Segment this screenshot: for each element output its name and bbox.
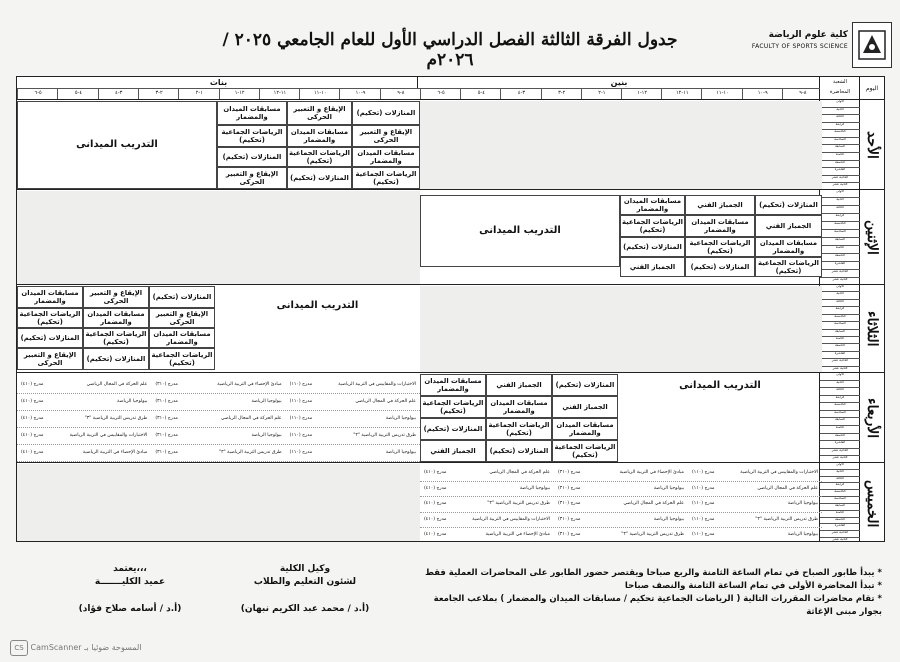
lecture-hall: مدرج (٣١٠) — [155, 416, 178, 421]
lecture-subject: بيولوجيا الرياضة — [787, 532, 818, 538]
wed-b-arenas-4: المنازلات (تحكيم) — [486, 440, 552, 462]
lecture-subject: طرق تدريس التربية الرياضية "٣" — [84, 416, 148, 421]
mon-b-team-3: الرياضات الجماعية (تحكيم) — [685, 237, 755, 257]
mon-b-arenas-1: المنازلات (تحكيم) — [755, 195, 822, 215]
lecture-group: الثانية عشر — [832, 456, 848, 460]
sun-g-rhythm-1: الإيقاع و التعبير الحركى — [287, 101, 352, 125]
lecture-group: الثانية — [820, 381, 860, 389]
sun-g-track-3: مسابقات الميدان والمضمار — [352, 147, 420, 167]
lecture-entry — [558, 465, 684, 481]
lecture-groups — [819, 190, 860, 285]
university-logo — [852, 22, 892, 68]
lecture-hall: مدرج (١١٠) — [289, 416, 313, 421]
lecture-subject: بيولوجيا الرياضة — [653, 516, 684, 522]
wed-b-arenas-1: المنازلات (تحكيم) — [552, 374, 618, 396]
period-header-cell: ١٠-١١ — [299, 88, 340, 99]
lecture-group: الثالثة — [820, 300, 860, 307]
sun-g-rhythm-2: الإيقاع و التعبير الحركى — [352, 125, 420, 147]
lecture-groups — [819, 285, 860, 373]
sun-g-track-2: مسابقات الميدان والمضمار — [287, 125, 352, 147]
dean-signature: يعتمد،،، عميد الكليـــــــة (أ.د / أسامه صلاح فؤاد) — [78, 564, 182, 614]
lecture-entry — [155, 393, 281, 410]
lecture-entry — [558, 481, 684, 497]
lecture-entry — [290, 427, 416, 444]
lecture-group: الخامسة — [820, 490, 860, 497]
lecture-hall: مدرج (١١٠) — [289, 399, 313, 404]
lecture-subject: مبادئ الإحصاء في التربية الرياضية — [619, 470, 684, 476]
lecture-group: الثالثة — [820, 115, 860, 123]
tue-g-rhythm-4: الإيقاع و التعبير الحركى — [17, 348, 83, 370]
tue-g-rhythm-1: الإيقاع و التعبير الحركى — [83, 286, 149, 308]
lecture-subject: الاختبارات والمقاييس في التربية الرياضية — [740, 470, 818, 476]
lecture-subject: الاختبارات والمقاييس في التربية الرياضية — [472, 516, 550, 522]
lecture-subject: علم الحركة في المجال الرياضي — [86, 382, 148, 387]
lecture-group: الثامنة — [820, 246, 860, 254]
sun-g-rhythm-4: الإيقاع و التعبير الحركى — [217, 167, 287, 189]
period-header-cell: ٢-٣ — [138, 88, 179, 99]
sun-g-arenas-1: المنازلات (تحكيم) — [352, 101, 420, 125]
lecture-group: الأولى — [820, 463, 860, 470]
lecture-group: التاسعة — [820, 344, 860, 351]
lecture-entry — [692, 465, 818, 481]
scanner-footer: CS CamScanner المسوحة ضوئيا بـ — [6, 640, 142, 656]
lecture-subject: بيولوجيا الرياضة — [385, 416, 416, 421]
sun-g-team-2: الرياضات الجماعية (تحكيم) — [217, 125, 287, 147]
lecture-entry — [155, 410, 281, 427]
lecture-group: العاشرة — [820, 352, 860, 359]
lecture-entry — [290, 410, 416, 427]
lecture-group: الثانية عشر — [832, 366, 848, 370]
mon-b-track-1: مسابقات الميدان والمضمار — [620, 195, 685, 215]
lecture-group: الرابعة — [820, 123, 860, 131]
lecture-group: الحادية عشر — [820, 270, 860, 278]
tue-g-team-4: الرياضات الجماعية (تحكيم) — [149, 348, 215, 370]
lecture-subject: طرق تدريس التربية الرياضية "٣" — [755, 516, 818, 522]
sun-girls-field: التدريب الميدانى — [17, 101, 217, 189]
day-label: الأربعاء — [859, 373, 884, 463]
wed-b-arenas-3: المنازلات (تحكيم) — [420, 418, 486, 440]
period-header-cell: ٤-٥ — [57, 88, 98, 99]
tue-g-track-1: مسابقات الميدان والمضمار — [17, 286, 83, 308]
lecture-group: الخامسة — [820, 403, 860, 411]
wed-b-track-3: مسابقات الميدان والمضمار — [552, 418, 618, 440]
lecture-group: الثالثة — [820, 206, 860, 214]
period-header-cell: ١٢-١ — [621, 88, 662, 99]
lecture-subject: بيولوجيا الرياضة — [385, 450, 416, 455]
lecture-entry — [424, 481, 550, 497]
lecture-group: العاشرة — [820, 441, 860, 449]
sun-g-arenas-4: المنازلات (تحكيم) — [287, 167, 352, 189]
lecture-entry — [424, 465, 550, 481]
lecture-group: الحادية عشر — [820, 176, 860, 184]
lecture-group: الخامسة — [820, 222, 860, 230]
lecture-entry — [21, 393, 147, 410]
lecture-group: التاسعة — [820, 518, 860, 525]
lecture-hall: مدرج (٤١٠) — [424, 501, 447, 507]
lecture-hall: مدرج (٤١٠) — [21, 382, 44, 387]
lecture-group: الرابعة — [820, 214, 860, 222]
lecture-entry — [424, 512, 550, 528]
lecture-entry — [692, 527, 818, 542]
lecture-hall: مدرج (٣١٠) — [155, 450, 178, 455]
mon-b-gym-2: الجمباز الفني — [755, 215, 822, 237]
lecture-group: السابعة — [820, 330, 860, 337]
lecture-group: الرابعة — [820, 483, 860, 490]
lecture-group: الحادية عشر — [820, 359, 860, 366]
lecture-entry — [290, 393, 416, 410]
period-header-cell: ٨-٩ — [380, 88, 421, 99]
lecture-group: الثانية — [820, 470, 860, 477]
lecture-group: السادسة — [820, 230, 860, 238]
wed-b-track-2: مسابقات الميدان والمضمار — [486, 396, 552, 418]
period-header-cell: ١-٢ — [581, 88, 622, 99]
lecture-subject: بيولوجيا الرياضة — [653, 485, 684, 491]
tue-g-team-2: الرياضات الجماعية (تحكيم) — [17, 308, 83, 328]
lecture-group: الأولى — [820, 373, 860, 381]
lecture-hall: مدرج (١١٠) — [692, 516, 715, 522]
lecture-hall: مدرج (١١٠) — [692, 532, 715, 538]
period-header-cell: ١١-١٢ — [661, 88, 702, 99]
lecture-subject: علم الحركة في المجال الرياضي — [220, 416, 282, 421]
lecture-group: السادسة — [820, 322, 860, 329]
period-header-cell: ٩-١٠ — [742, 88, 783, 99]
period-header-cell: ١٢-١ — [219, 88, 260, 99]
mon-b-track-3: مسابقات الميدان والمضمار — [755, 237, 822, 257]
boys-header: بنين — [417, 77, 820, 89]
lecture-group: الرابعة — [820, 307, 860, 314]
lecture-group: الثالثة — [820, 477, 860, 484]
lecture-hall: مدرج (٣١٠) — [558, 516, 581, 522]
period-header-cell: ٥-٦ — [17, 88, 58, 99]
lecture-subject: مبادئ الإحصاء في التربية الرياضية — [217, 382, 282, 387]
lecture-hall: مدرج (٤١٠) — [21, 399, 44, 404]
lecture-subject: بيولوجيا الرياضة — [251, 433, 282, 438]
sun-g-team-3: الرياضات الجماعية (تحكيم) — [287, 147, 352, 167]
lecture-hall: مدرج (٤١٠) — [424, 485, 447, 491]
lecture-entry — [21, 444, 147, 461]
lecture-subject: طرق تدريس التربية الرياضية "٣" — [487, 501, 550, 507]
wed-boys-field: التدريب الميدانى — [679, 380, 761, 391]
lecture-hall: مدرج (٣١٠) — [558, 470, 581, 476]
lecture-hall: مدرج (١١٠) — [289, 433, 313, 438]
tue-g-team-3: الرياضات الجماعية (تحكيم) — [83, 328, 149, 348]
lecture-group: السابعة — [820, 145, 860, 153]
period-header-cell: ٤-٥ — [460, 88, 501, 99]
mon-b-team-2: الرياضات الجماعية (تحكيم) — [620, 215, 685, 237]
lecture-groups — [819, 463, 860, 542]
day-label: الإثنين — [859, 190, 884, 285]
lecture-entry — [692, 512, 818, 528]
lecture-groups — [819, 373, 860, 463]
lecture-entry — [558, 496, 684, 512]
sun-g-arenas-3: المنازلات (تحكيم) — [217, 147, 287, 167]
lecture-subject: بيولوجيا الرياضة — [117, 399, 148, 404]
lecture-group: الثانية عشر — [832, 183, 848, 187]
lecture-entry — [290, 376, 416, 393]
lecture-hall: مدرج (٤١٠) — [21, 416, 44, 421]
tue-g-track-3: مسابقات الميدان والمضمار — [149, 328, 215, 348]
wed-b-team-2: الرياضات الجماعية (تحكيم) — [420, 396, 486, 418]
tue-g-track-2: مسابقات الميدان والمضمار — [83, 308, 149, 328]
lecture-group: السادسة — [820, 497, 860, 504]
lecture-hall: مدرج (١١٠) — [692, 485, 715, 491]
mon-b-gym-4: الجمباز الفني — [620, 257, 685, 277]
lecture-entry — [155, 376, 281, 393]
lecture-hall: مدرج (٤١٠) — [21, 433, 44, 438]
lecture-group: الأولى — [820, 285, 860, 292]
lecture-subject: علم الحركة في المجال الرياضي — [489, 470, 550, 476]
lecture-hall: مدرج (٤١٠) — [424, 532, 447, 538]
lecture-hall: مدرج (١١٠) — [289, 382, 313, 387]
mon-b-arenas-3: المنازلات (تحكيم) — [620, 237, 685, 257]
girls-header: بنات — [17, 77, 420, 89]
lecture-group: السادسة — [820, 411, 860, 419]
day-label: الأحد — [859, 100, 884, 190]
lecture-hall: مدرج (١١٠) — [692, 470, 715, 476]
lecture-hall: مدرج (٣١٠) — [558, 501, 581, 507]
wed-b-track-1: مسابقات الميدان والمضمار — [420, 374, 486, 396]
period-header-cell: ٣-٤ — [98, 88, 139, 99]
lecture-group: الخامسة — [820, 315, 860, 322]
wed-b-gym-1: الجمباز الفني — [486, 374, 552, 396]
lecture-group: الثامنة — [820, 511, 860, 518]
lecture-group: الثانية — [820, 108, 860, 116]
lecture-groups — [819, 100, 860, 190]
lecture-hall: مدرج (١١٠) — [692, 501, 715, 507]
lecture-subject: الاختبارات والمقاييس في التربية الرياضية — [69, 433, 148, 438]
lecture-group: السابعة — [820, 504, 860, 511]
period-header-cell: ٣-٤ — [500, 88, 541, 99]
lecture-header: الشعبة المحاضرة — [819, 77, 860, 100]
lecture-group: التاسعة — [820, 161, 860, 169]
sun-g-track-1: مسابقات الميدان والمضمار — [217, 101, 287, 125]
lecture-group: الحادية عشر — [820, 449, 860, 457]
lecture-entry — [558, 527, 684, 542]
lecture-group: العاشرة — [820, 262, 860, 270]
period-header-cell: ١١-١٢ — [259, 88, 300, 99]
lecture-group: الخامسة — [820, 130, 860, 138]
lecture-subject: بيولوجيا الرياضة — [519, 485, 550, 491]
wed-b-gym-2: الجمباز الفني — [552, 396, 618, 418]
wed-b-team-4: الرياضات الجماعية (تحكيم) — [552, 440, 618, 462]
mon-b-track-2: مسابقات الميدان والمضمار — [685, 215, 755, 237]
lecture-group: الثانية عشر — [832, 538, 848, 542]
sun-g-team-4: الرياضات الجماعية (تحكيم) — [352, 167, 420, 189]
lecture-entry — [21, 410, 147, 427]
lecture-subject: طرق تدريس التربية الرياضية "٣" — [621, 532, 684, 538]
lecture-group: السابعة — [820, 238, 860, 246]
wed-b-team-3: الرياضات الجماعية (تحكيم) — [486, 418, 552, 440]
day-label: الخميس — [859, 463, 884, 542]
lecture-hall: مدرج (٤١٠) — [424, 470, 447, 476]
lecture-entry — [424, 527, 550, 542]
faculty-name: كلية علوم الرياضة FACULTY OF SPORTS SCIENCE — [751, 30, 848, 50]
mon-b-team-4: الرياضات الجماعية (تحكيم) — [755, 257, 822, 277]
period-header-cell: ١-٢ — [178, 88, 219, 99]
lecture-entry — [21, 427, 147, 444]
mon-boys-field: التدريب الميدانى — [420, 195, 620, 267]
lecture-entry — [155, 444, 281, 461]
schedule-title: جدول الفرقة الثالثة الفصل الدراسي الأول للعام الجامعي ٢٠٢٥ / ٢٠٢٦م — [222, 30, 678, 70]
period-header-cell: ٢-٣ — [541, 88, 582, 99]
lecture-group: الثامنة — [820, 153, 860, 161]
lecture-hall: مدرج (٣١٠) — [558, 532, 581, 538]
tue-girls-field: التدريب الميدانى — [276, 300, 359, 311]
lecture-group: التاسعة — [820, 434, 860, 442]
lecture-hall: مدرج (٤١٠) — [424, 516, 447, 522]
lecture-subject: الاختبارات والمقاييس في التربية الرياضية — [338, 382, 416, 387]
lecture-subject: طرق تدريس التربية الرياضية "٣" — [218, 450, 282, 455]
lecture-group: السادسة — [820, 138, 860, 146]
page-header — [0, 0, 900, 78]
camscanner-icon: CS — [10, 640, 28, 656]
lecture-entry — [155, 427, 281, 444]
lecture-subject: علم الحركة في المجال الرياضي — [355, 399, 416, 404]
lecture-group: الأولى — [820, 100, 860, 108]
tue-g-rhythm-2: الإيقاع و التعبير الحركى — [149, 308, 215, 328]
wed-b-gym-4: الجمباز الفني — [420, 440, 486, 462]
lecture-group: العاشرة — [820, 168, 860, 176]
tue-g-arenas-3: المنازلات (تحكيم) — [17, 328, 83, 348]
schedule-table — [16, 76, 885, 542]
lecture-subject: مبادئ الإحصاء في التربية الرياضية — [82, 450, 148, 455]
lecture-group: الأولى — [820, 190, 860, 198]
notes: * يبدأ طابور الصباح في تمام الساعة الثامنة والربع صباحا ويقتصر حضور الطابور على المحاضرات العملية فقط * تبدأ المحاضرة الأولى في تمام الساعة الثامنة والنصف صباحا * تقام محاضرات المقررات التالية ( الرياضات الجماعية تحكيم / مسابقات الميدان والمضمار ) بملاعب الجامعة بجوار مبنى الإغاثة — [425, 568, 882, 617]
day-label: الثلاثاء — [859, 285, 884, 373]
lecture-group: الثامنة — [820, 337, 860, 344]
vice-dean-signature: وكيل الكلية لشئون التعليم والطلاب (أ.د / محمد عبد الكريم نبهان) — [240, 564, 370, 614]
lecture-subject: بيولوجيا الرياضة — [251, 399, 282, 404]
lecture-group: العاشرة — [820, 524, 860, 531]
lecture-group: التاسعة — [820, 254, 860, 262]
lecture-hall: مدرج (٤١٠) — [21, 450, 44, 455]
lecture-entry — [290, 444, 416, 461]
tue-g-arenas-4: المنازلات (تحكيم) — [83, 348, 149, 370]
lecture-hall: مدرج (٣١٠) — [155, 399, 178, 404]
period-header-cell: ١٠-١١ — [701, 88, 742, 99]
tue-g-arenas-1: المنازلات (تحكيم) — [149, 286, 215, 308]
lecture-subject: مبادئ الإحصاء في التربية الرياضية — [485, 532, 550, 538]
period-header-cell: ٨-٩ — [782, 88, 823, 99]
period-header-cell: ٩-١٠ — [339, 88, 380, 99]
lecture-hall: مدرج (٣١٠) — [155, 382, 178, 387]
lecture-group: السابعة — [820, 418, 860, 426]
lecture-group: الثالثة — [820, 388, 860, 396]
lecture-group: الرابعة — [820, 396, 860, 404]
lecture-subject: طرق تدريس التربية الرياضية "٣" — [353, 433, 416, 438]
period-header-cell: ٥-٦ — [420, 88, 461, 99]
lecture-group: الثانية — [820, 292, 860, 299]
lecture-entry — [692, 481, 818, 497]
day-header: اليوم — [859, 77, 884, 100]
mon-b-gym-1: الجمباز الفني — [685, 195, 755, 215]
lecture-entry — [21, 376, 147, 393]
lecture-entry — [558, 512, 684, 528]
lecture-hall: مدرج (٣١٠) — [558, 485, 581, 491]
lecture-group: الثانية — [820, 198, 860, 206]
mon-b-arenas-4: المنازلات (تحكيم) — [685, 257, 755, 277]
lecture-hall: مدرج (٣١٠) — [155, 433, 178, 438]
lecture-group: الثامنة — [820, 426, 860, 434]
lecture-entry — [692, 496, 818, 512]
lecture-hall: مدرج (١١٠) — [289, 450, 313, 455]
lecture-entry — [424, 496, 550, 512]
lecture-subject: علم الحركة في المجال الرياضي — [757, 485, 818, 491]
lecture-group: الثانية عشر — [832, 278, 848, 281]
lecture-subject: علم الحركة في المجال الرياضي — [623, 501, 684, 507]
lecture-group: الحادية عشر — [820, 531, 860, 538]
lecture-subject: بيولوجيا الرياضة — [787, 501, 818, 507]
